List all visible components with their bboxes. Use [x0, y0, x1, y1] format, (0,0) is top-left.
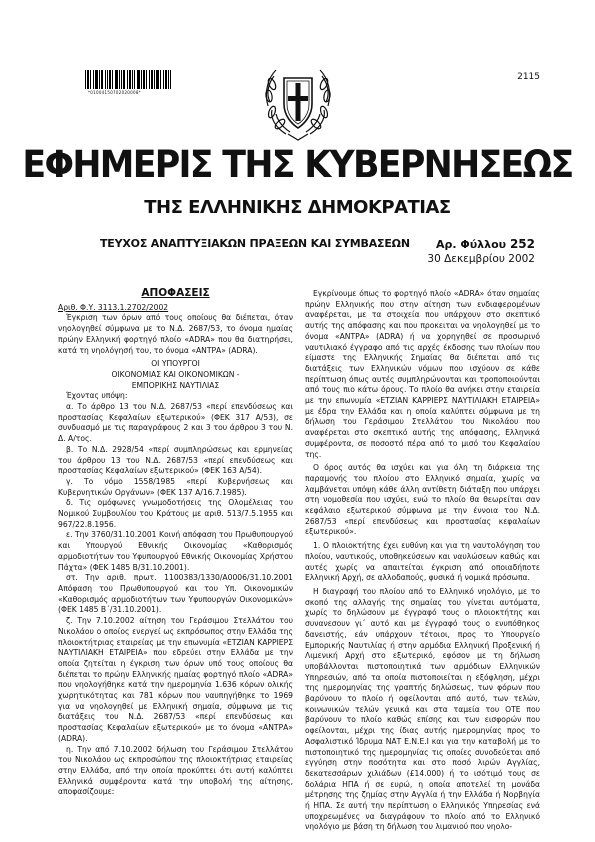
section-heading: ΑΠΟΦΑΣΕΙΣ: [141, 287, 210, 299]
decision-reference: Αριθ. Φ.Υ. 3113.1.2702/2002: [58, 302, 169, 312]
right-column: [305, 289, 540, 833]
paragraph: β. Το Ν.Δ. 2928/54 «περί συμπληρώσεως και ερμηνείας του άρθρου 13 του Ν.Δ. 2687/53 «περί επενδύσεως και προστασίας Κεφαλαίων εξωτερικού» (ΦΕΚ 163 Α/54).: [58, 444, 293, 476]
paragraph: γ. Το νόμο 1558/1985 «περί Κυβερνήσεως και Κυβερνητικών Οργάνων» (ΦΕΚ 137 Α/16.7.1985).: [58, 476, 293, 497]
paragraph: Εγκρίνουμε όπως το φορτηγό πλοίο «ADRA» όταν σημαίας πρώην Ελληνικής που στην αίτηση των ενδιαφερομένων αναφέρεται, με τα στοιχεία που υπάρχουν στο σκεπτικό αυτής της απόφασης και που προκειται να νηολογηθεί με το όνομα «ΑΝΤΡΑ» (ADRA) ή να χορηγηθεί σε προσωρινό ναυτιλιακό έγγραφο από τις αρχές έκδοσης των πλοίων που είμαστε της Ελληνικής Σημαίας θα διέπεται από τις διατάξεις των Ελληνικών νόμων που ισχύουν σε κάθε περίπτωση όπως αυτές συμπληρώνονται και τροποποιούνται από τους πιο κάτω όρους. Το πλοίο θα ανήκει στην εταιρεία με την επωνυμία «ΕΤΖΙΑΝ ΚΑΡΡΙΕΡΣ ΝΑΥΤΙΛΙΑΚΗ ΕΤΑΙΡΕΙΑ» με έδρα την Ελλάδα και η οποία καλύπτει σύμφωνα με τη δήλωση του Γεράσιμου Στελλάτου του Νικολάου που αναφέρεται στο σκεπτικό αυτής της απόφασης, Ελληνικά συμφέροντα, σε ποσοστό πέρα από το μισό του Κεφαλαίου της.: [305, 289, 540, 459]
paragraph: 1. Ο πλοιοκτήτης έχει ευθύνη και για τη ναυτολόγηση του πλοίου, ναυτικούς, υποθηκεύσεων και ναυλώσεων καθώς και αυτές χωρίς να απαιτείται έγκριση από οποιαδήποτε Ελληνική Αρχή, σε αλλοδαπούς, φυσικά ή νομικά πρόσωπα.: [305, 541, 540, 583]
page-number: 2115: [517, 72, 540, 82]
barcode: [85, 70, 172, 89]
coat-of-arms-emblem: [258, 62, 338, 144]
paragraph: η. Την από 7.10.2002 δήλωση του Γεράσιμου Στελλάτου του Νικολάου ως εκπροσώπου της πλοιοκτήτριας εταιρείας στην Ελλάδα, από την οποία προκύπτει ότι αυτή καλύπτει Ελληνικά συμφέροντα κατά την υποβολή της αίτησης, αποφασίζουμε:: [58, 744, 293, 797]
paragraph: α. Το άρθρο 13 του Ν.Δ. 2687/53 «περί επενδύσεως και προστασίας Κεφαλαίων εξωτερικού» (ΦΕΚ 317 Α/53), σε συνδυασμό με τις παραγράφους 2 και 3 του άρθρου 3 του Ν. Δ. Α/τος.: [58, 402, 293, 444]
paragraph: δ. Τις ομόφωνες γνωμοδοτήσεις της Ολομέλειας του Νομικού Συμβουλίου του Κράτους με αριθ. 513/7.5.1955 και 967/22.8.1956.: [58, 498, 293, 529]
sheet-label: Αρ. Φύλλου: [436, 238, 507, 251]
paragraph: στ. Την αριθ. πρωτ. 1100383/1330/Α0006/31.10.2001 Απόφαση του Πρωθυπουργού και του Υπ. Οικονομικών «Καθορισμός αρμοδιοτήτων των Υφυπουργών Οικονομικών» (ΦΕΚ 1485 Β΄/31.10.2001).: [58, 573, 293, 615]
paragraph: ε. Την 3760/31.10.2001 Κοινή απόφαση του Πρωθυπουργού και Υπουργού Εθνικής Οικονομίας «Καθορισμός αρμοδιοτήτων του Υφυπουργού Εθνικής Οικονομίας Χρήστου Πάχτα» (ΦΕΚ 1485 Β/31.10.2001).: [58, 530, 293, 572]
barcode-number: *01004150702020008*: [88, 90, 141, 95]
paragraph: Ο όρος αυτός θα ισχύει και για όλη τη διάρκεια της παραμονής του πλοίου στο Ελληνικό σημαία, χωρίς να λαμβάνεται υπόψη κάθε άλλη αντίθετη διάταξη που υπάρχει στη νομοθεσία που ισχύει, ενώ το πλοίο θα θεωρείται σαν κεφάλαιο εξωτερικού σύμφωνα με την έννοια του Ν.Δ. 2687/53 «περί επενδύσεως και προστασίας κεφαλαίων εξωτερικού».: [305, 463, 540, 537]
authority-line-2: ΟΙΚΟΝΟΜΙΑΣ ΚΑΙ ΟΙΚΟΝΟΜΙΚΩΝ -: [111, 369, 240, 379]
issue-series: ΤΕΥΧΟΣ ΑΝΑΠΤΥΞΙΑΚΩΝ ΠΡΑΞΕΩΝ ΚΑΙ ΣΥΜΒΑΣΕΩΝ: [100, 237, 410, 250]
decision-summary: Έγκριση των όρων από τους οποίους θα διέπεται, όταν νηολογηθεί σύμφωνα με το Ν.Δ. 2687/53, το όνομα ημαίας πρώην Ελληνική φορτηγό πλοίο «ADRA» που θα διατηρήσει, κατά τη νηολόγησή του, το όνομα «ΑΝΤΡΑ» (ADRA).: [58, 313, 293, 355]
sheet-number: 252: [509, 237, 535, 251]
authority-line-3: ΕΜΠΟΡΙΚΗΣ ΝΑΥΤΙΛΙΑΣ: [131, 380, 220, 390]
issue-date: 30 Δεκεμβρίου 2002: [427, 253, 535, 265]
paragraph: ζ. Την 7.10.2002 αίτηση του Γεράσιμου Στελλάτου του Νικολάου ο οποίος ενεργεί ως εκπρόσωπος στην Ελλάδα της πλοιοκτήτριας εταιρείας με την επωνυμία «ΕΤΖΙΑΝ ΚΑΡΡΙΕΡΣ ΝΑΥΤΙΛΙΑΚΗ ΕΤΑΙΡΕΙΑ» που εδρεύει στην Ελλάδα με την οποία ζητείται η έγκριση των όρων υπό τους οποίους θα διέπεται το πρώην Ελληνικής ημαίας φορτηγό πλοίο «ADRA» που νηολογήθηκε κατά την ημερομηνία 1.636 κόρων ολικής χωρητικότητας και 781 κόρων που ναυπηγήθηκε το 1969 για να νηολογηθεί με Ελληνική σημαία, σύμφωνα με τις διατάξεις του Ν.Δ. 2687/53 «περί επενδύσεως και προστασίας Κεφαλαίων εξωτερικού» με το όνομα «ΑΝΤΡΑ» (ADRA).: [58, 616, 293, 743]
authority-line-1: ΟΙ ΥΠΟΥΡΓΟΙ: [151, 359, 200, 369]
left-column: [58, 288, 293, 798]
paragraph: Η διαγραφή του πλοίου από το Ελληνικό νηολόγιο, με το σκοπό της αλλαγής της σημαίας του γίνεται αυτόματα, χωρίς το δηλώσουν με έγγραφό τους ο πλοιοκτήτης και συνανεσουν γι΄ αυτό και με έγγραφό τους ο ενυπόθηκος δανειστής, εάν υπάρχουν τέτοιοι, προς το Υπουργείο Εμπορικής Ναυτιλίας ή στην αρμόδια Ελληνική Προξενική ή Λιμενική Αρχή στο εξωτερικό, εφόσον με τη δήλωση υποβάλλονται πιστοποιητικά των αρμόδιων Ελληνικών Υπηρεσιών, από τα οποία πιστοποιείται η εξόφληση, μέχρι της ημερομηνίας της γραπτής δηλώσεως, των φόρων που βαρύνουν το πλοίο ή οφείλονται από αυτό, των τελών, κοινωνικών τελών γενικά και στα ταμεία του ΟΤΕ που βαρύνουν το πλοίο καθώς επίσης και των εισφορών που οφείλονται, μέχρι της ίδιας αυτής ημερομηνίας προς το Ασφαλιστικό Ίδρυμα ΝΑΤ Ε.Ν.Ε.Ι και για την καταβολή με το πιστοποιητικό της ημερομηνίας τις οποίες συνοδεύεται από εγγύηση στην ποσότητα και στο ποσό λιρών Αγγλίας, δεκατεσσάρων χιλιάδων (£14.000) ή το ισότιμό τους σε δολάρια ΗΠΑ ή σε ευρώ, η οποία αποτελεί τη μονάδα μέτρησης της ζημίας στην Αγγλία ή την Ελλάδα ή Νορβηγία ή ΗΠΑ. Σε αυτή την περίπτωση ο Ελληνικός Υπηρεσίας ενά υποχρεωμένες να διαγράφουν το πλοίο από το Ελληνικό νηολόγιο με βάση τη δήλωση του λιμανιού που νηολο-: [305, 586, 540, 832]
gazette-subtitle: ΤΗΣ ΕΛΛΗΝΙΚΗΣ ΔΗΜΟΚΡΑΤΙΑΣ: [144, 197, 451, 218]
sheet-number-label: [436, 237, 535, 251]
having-regard: Έχοντας υπόψη:: [66, 391, 128, 401]
gazette-title: ΕΦΗΜΕΡΙΣ ΤΗΣ ΚΥΒΕΡΝΗΣΕΩΣ: [22, 143, 573, 186]
